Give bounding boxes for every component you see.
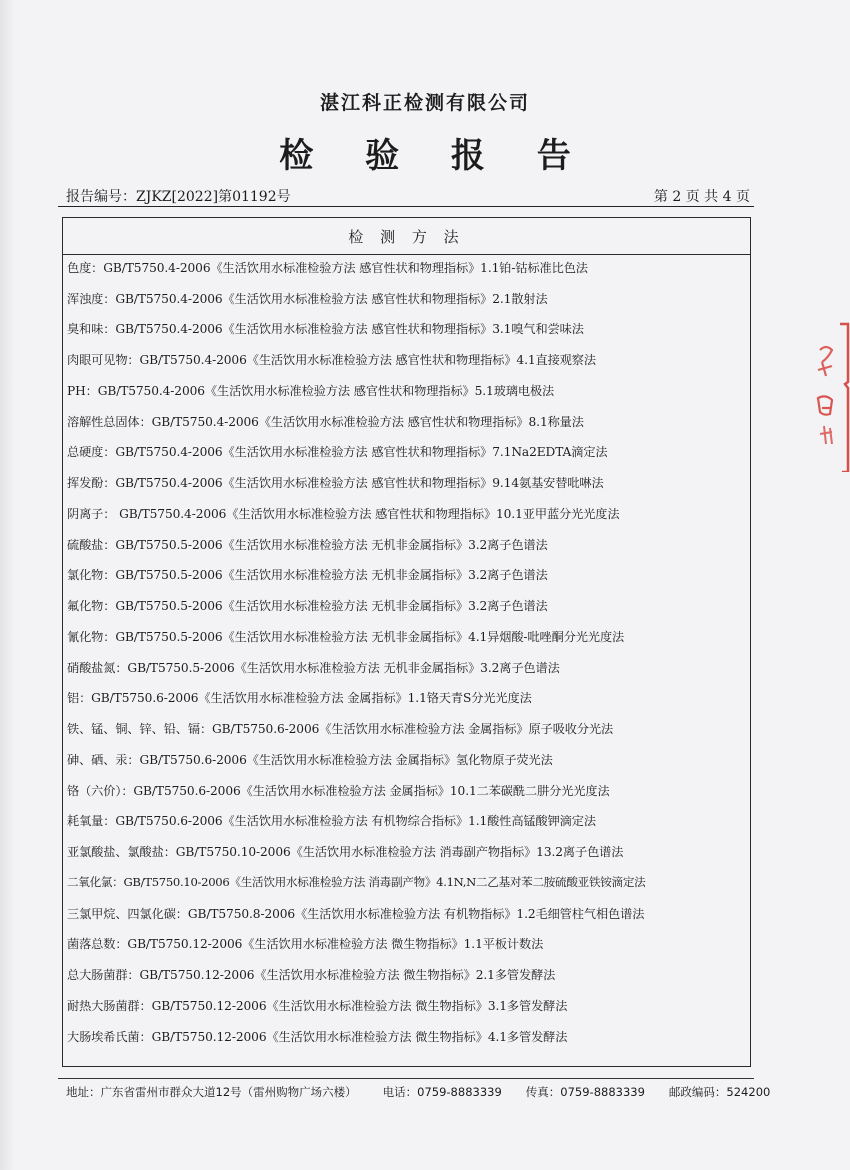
- method-row: 耐热大肠菌群：GB/T5750.12-2006《生活饮用水标准检验方法 微生物指标》3.1多管发酵法: [67, 999, 568, 1013]
- method-row: 浑浊度：GB/T5750.4-2006《生活饮用水标准检验方法 感官性状和物理指标》2.1散射法: [67, 292, 548, 306]
- method-row: 色度：GB/T5750.4-2006《生活饮用水标准检验方法 感官性状和物理指标》1.1铂-钴标准比色法: [67, 261, 588, 275]
- header-divider: [58, 206, 754, 207]
- table-heading: 检 测 方 法: [63, 218, 750, 255]
- footer-address: 地址：广东省雷州市群众大道12号（雷州购物广场六楼）: [66, 1085, 357, 1099]
- footer-phone: 电话：0759-8883339: [382, 1085, 502, 1099]
- method-row: 砷、硒、汞：GB/T5750.6-2006《生活饮用水标准检验方法 金属指标》氢化物原子荧光法: [67, 753, 553, 767]
- method-row: 氰化物：GB/T5750.5-2006《生活饮用水标准检验方法 无机非金属指标》4.1异烟酸-吡唑酮分光光度法: [67, 630, 625, 644]
- footer-divider: [58, 1078, 754, 1079]
- seal-stamp-fragment: [812, 322, 850, 472]
- test-methods-table: [62, 217, 751, 1067]
- page-indicator: 第 2 页 共 4 页: [653, 189, 750, 205]
- method-row: 臭和味：GB/T5750.4-2006《生活饮用水标准检验方法 感官性状和物理指标》3.1嗅气和尝味法: [67, 322, 584, 336]
- report-title: 检 验 报 告: [279, 136, 591, 176]
- method-row: 大肠埃希氏菌：GB/T5750.12-2006《生活饮用水标准检验方法 微生物指标》4.1多管发酵法: [67, 1030, 568, 1044]
- method-row: 氯化物：GB/T5750.5-2006《生活饮用水标准检验方法 无机非金属指标》3.2离子色谱法: [67, 568, 548, 582]
- method-row: 硝酸盐氮：GB/T5750.5-2006《生活饮用水标准检验方法 无机非金属指标》3.2离子色谱法: [67, 661, 560, 675]
- method-row: 阴离子： GB/T5750.4-2006《生活饮用水标准检验方法 感官性状和物理指标》10.1亚甲蓝分光光度法: [67, 507, 620, 521]
- method-row: 氟化物：GB/T5750.5-2006《生活饮用水标准检验方法 无机非金属指标》3.2离子色谱法: [67, 599, 548, 613]
- method-row: 溶解性总固体：GB/T5750.4-2006《生活饮用水标准检验方法 感官性状和物理指标》8.1称量法: [67, 415, 584, 429]
- method-row: 铝：GB/T5750.6-2006《生活饮用水标准检验方法 金属指标》1.1铬天青S分光光度法: [67, 691, 532, 705]
- method-row: 耗氧量：GB/T5750.6-2006《生活饮用水标准检验方法 有机物综合指标》1.1酸性高锰酸钾滴定法: [67, 814, 596, 828]
- footer-fax: 传真：0759-8883339: [525, 1085, 645, 1099]
- method-row: 二氧化氯：GB/T5750.10-2006《生活饮用水标准检验方法 消毒副产物》4.1N,N二乙基对苯二胺硫酸亚铁铵滴定法: [67, 875, 646, 889]
- method-row: 菌落总数：GB/T5750.12-2006《生活饮用水标准检验方法 微生物指标》1.1平板计数法: [67, 937, 544, 951]
- method-row: 挥发酚：GB/T5750.4-2006《生活饮用水标准检验方法 感官性状和物理指标》9.14氨基安替吡啉法: [67, 476, 604, 490]
- footer-postcode: 邮政编码：524200: [668, 1085, 771, 1099]
- method-row: 肉眼可见物：GB/T5750.4-2006《生活饮用水标准检验方法 感官性状和物理指标》4.1直接观察法: [67, 353, 596, 367]
- company-name: 湛江科正检测有限公司: [319, 92, 530, 114]
- method-row: 铁、锰、铜、锌、铅、镉：GB/T5750.6-2006《生活饮用水标准检验方法 金属指标》原子吸收分光法: [67, 722, 614, 736]
- footer-contact: [66, 1084, 794, 1100]
- method-row: 总大肠菌群：GB/T5750.12-2006《生活饮用水标准检验方法 微生物指标》2.1多管发酵法: [67, 968, 556, 982]
- method-row: 总硬度：GB/T5750.4-2006《生活饮用水标准检验方法 感官性状和物理指标》7.1Na2EDTA滴定法: [67, 445, 608, 459]
- method-row: 铬（六价）：GB/T5750.6-2006《生活饮用水标准检验方法 金属指标》10.1二苯碳酰二肼分光光度法: [67, 784, 610, 798]
- report-number: 报告编号：ZJKZ[2022]第01192号: [66, 189, 291, 205]
- method-row: 硫酸盐：GB/T5750.5-2006《生活饮用水标准检验方法 无机非金属指标》3.2离子色谱法: [67, 538, 548, 552]
- method-row: 三氯甲烷、四氯化碳：GB/T5750.8-2006《生活饮用水标准检验方法 有机物指标》1.2毛细管柱气相色谱法: [67, 907, 645, 921]
- method-row: PH：GB/T5750.4-2006《生活饮用水标准检验方法 感官性状和物理指标》5.1玻璃电极法: [67, 384, 555, 398]
- method-row: 亚氯酸盐、氯酸盐：GB/T5750.10-2006《生活饮用水标准检验方法 消毒副产物指标》13.2离子色谱法: [67, 845, 624, 859]
